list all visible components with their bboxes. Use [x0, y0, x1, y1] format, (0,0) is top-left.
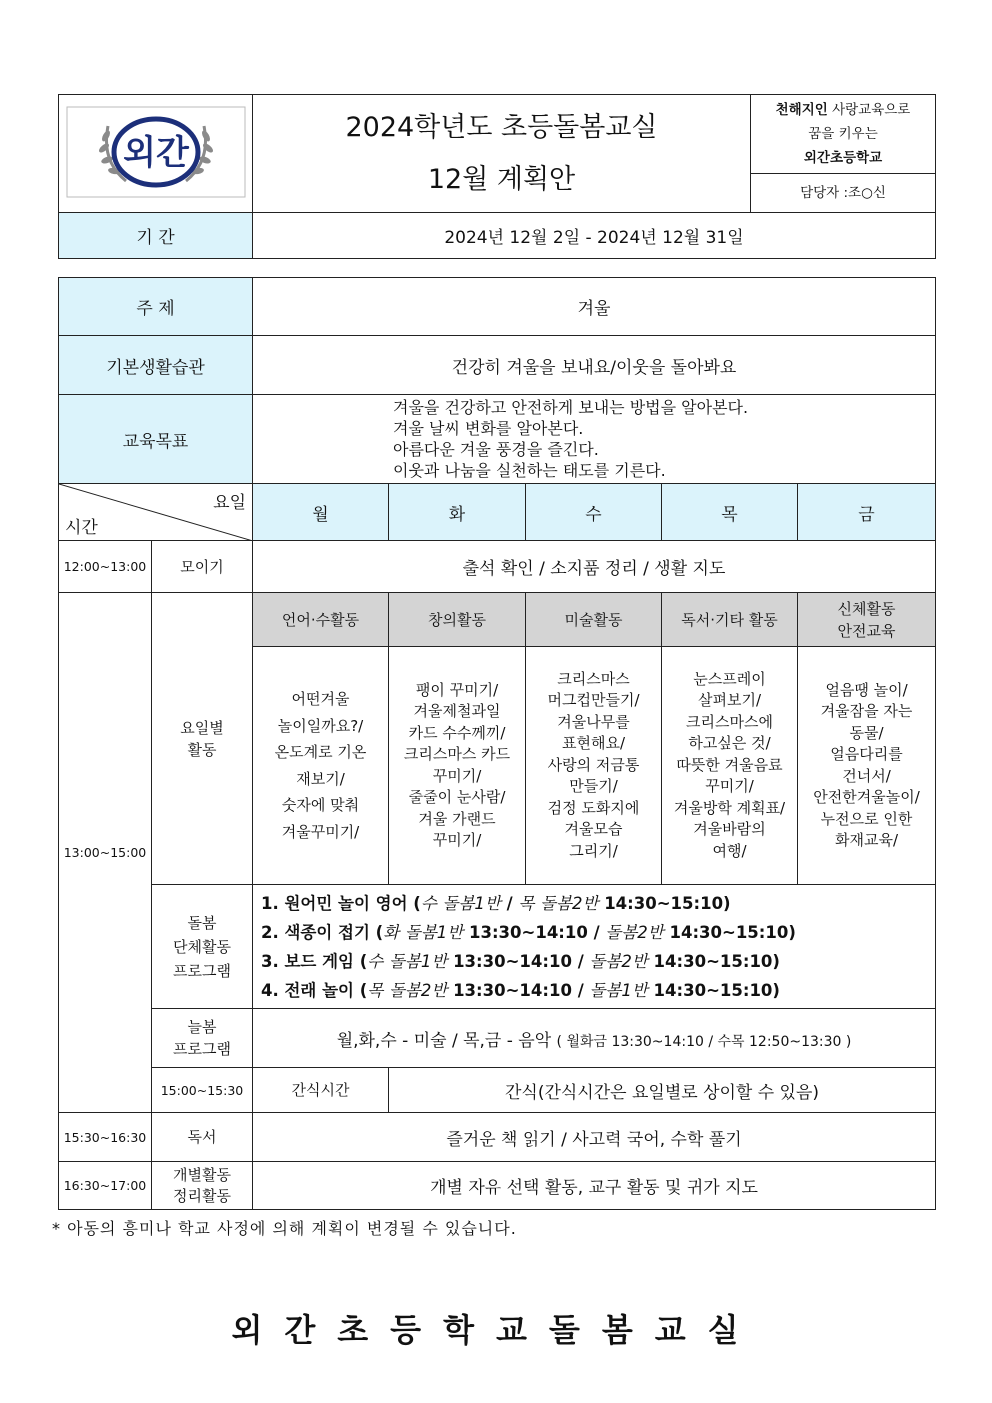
care-program-item: 2. 색종이 접기 (화 돌봄1반 13:30~14:10 / 돌봄2반 14:30~15:10) — [261, 922, 796, 942]
school-slogan — [751, 95, 936, 174]
time-cell: 13:00~15:00 — [59, 593, 152, 1113]
slogan-bold: 천해지인 — [775, 102, 828, 118]
habit-value: 건강히 겨울을 보내요/이웃을 돌아봐요 — [253, 336, 936, 395]
category-header: 창의활동 — [389, 593, 526, 647]
care-program-item: 4. 전래 놀이 (목 돌봄2반 13:30~14:10 / 돌봄1반 14:30~15:10) — [261, 980, 780, 1000]
activity-cell: 크리스마스 머그컵만들기/ 겨울나무를 표현해요/ 사랑의 저금통 만들기/ 검정 도화지에 겨울모습 그리기/ — [526, 647, 662, 885]
day-header: 수 — [526, 484, 662, 541]
period-value: 2024년 12월 2일 - 2024년 12월 31일 — [253, 213, 936, 259]
corner-day: 요일 — [213, 493, 246, 513]
category-header: 독서·기타 활동 — [662, 593, 798, 647]
row-label: 모이기 — [152, 541, 253, 593]
goal-item: 겨울을 건강하고 안전하게 보내는 방법을 알아본다. — [393, 398, 749, 417]
period-label: 기 간 — [59, 213, 253, 259]
day-header: 화 — [389, 484, 526, 541]
neulbom-schedule: 월,화,수 - 미술 / 목,금 - 음악 — [336, 1030, 552, 1051]
category-header: 언어·수활동 — [253, 593, 389, 647]
neulbom-value — [253, 1009, 936, 1068]
day-header: 금 — [798, 484, 936, 541]
row-label: 늘봄 프로그램 — [152, 1009, 253, 1068]
individual-value: 개별 자유 선택 활동, 교구 활동 및 귀가 지도 — [253, 1162, 936, 1210]
corner-time: 시간 — [65, 518, 98, 538]
slogan-rest: 사랑교육으로 — [827, 102, 911, 118]
school-name: 외간초등학교 — [803, 150, 883, 166]
school-emblem-icon — [66, 106, 246, 198]
page-title — [253, 95, 751, 213]
row-label: 독서 — [152, 1113, 253, 1162]
title-line-1: 2024학년도 초등돌봄교실 — [345, 111, 658, 143]
care-program-item: 3. 보드 게임 (수 돌봄1반 13:30~14:10 / 돌봄2반 14:30~15:10) — [261, 951, 780, 971]
footnote: * 아동의 흥미나 학교 사정에 의해 계획이 변경될 수 있습니다. — [52, 1219, 517, 1238]
goal-item: 겨울 날씨 변화를 알아본다. — [393, 419, 584, 438]
title-line-2: 12월 계획안 — [427, 163, 576, 195]
school-logo — [59, 95, 253, 213]
care-program-item: 1. 원어민 놀이 영어 (수 돌봄1반 / 목 돌봄2반 14:30~15:10) — [261, 893, 731, 913]
activity-cell: 팽이 꾸미기/ 겨울제철과일 카드 수수께끼/ 크리스마스 카드 꾸미기/ 줄줄이 눈사람/ 겨울 가랜드 꾸미기/ — [389, 647, 526, 885]
slogan-line-2: 꿈을 키우는 — [808, 126, 878, 142]
goal-item: 아름다운 겨울 풍경을 즐긴다. — [393, 440, 599, 459]
row-label: 간식시간 — [253, 1068, 389, 1113]
row-label: 개별활동 정리활동 — [152, 1162, 253, 1210]
time-cell: 12:00~13:00 — [59, 541, 152, 593]
activity-cell: 눈스프레이 살펴보기/ 크리스마스에 하고싶은 것/ 따뜻한 겨울음료 꾸미기/ 겨울방학 계획표/ 겨울바람의 여행/ — [662, 647, 798, 885]
goals-list — [253, 395, 936, 484]
footer-title: 외간초등학교돌봄교실 — [231, 1311, 761, 1349]
schedule-table — [58, 277, 936, 1210]
svg-text:외간: 외간 — [122, 132, 189, 173]
reading-value: 즐거운 책 읽기 / 사고력 국어, 수학 풀기 — [253, 1113, 936, 1162]
day-header: 목 — [662, 484, 798, 541]
gathering-value: 출석 확인 / 소지품 정리 / 생활 지도 — [253, 541, 936, 593]
time-cell: 15:00~15:30 — [152, 1068, 253, 1113]
day-header: 월 — [253, 484, 389, 541]
category-header: 신체활동 안전교육 — [798, 593, 936, 647]
activity-cell: 얼음땡 놀이/ 겨울잠을 자는 동물/ 얼음다리를 건너서/ 안전한겨울놀이/ 누전으로 인한 화재교육/ — [798, 647, 936, 885]
neulbom-time: ( 월화금 13:30~14:10 / 수목 12:50~13:30 ) — [556, 1033, 852, 1050]
theme-value: 겨울 — [253, 278, 936, 336]
care-program-list — [253, 885, 936, 1009]
row-label: 요일별 활동 — [152, 593, 253, 885]
habit-label: 기본생활습관 — [59, 336, 253, 395]
category-header: 미술활동 — [526, 593, 662, 647]
header-table — [58, 94, 936, 259]
theme-label: 주 제 — [59, 278, 253, 336]
corner-header — [59, 484, 253, 541]
snack-value: 간식(간식시간은 요일별로 상이할 수 있음) — [389, 1068, 936, 1113]
time-cell: 15:30~16:30 — [59, 1113, 152, 1162]
activity-cell: 어떤겨울 놀이일까요?/ 온도계로 기온 재보기/ 숫자에 맞춰 겨울꾸미기/ — [253, 647, 389, 885]
time-cell: 16:30~17:00 — [59, 1162, 152, 1210]
goal-item: 이웃과 나눔을 실천하는 태도를 기른다. — [393, 461, 666, 480]
manager-name: 담당자 :조○신 — [751, 174, 936, 213]
row-label: 돌봄 단체활동 프로그램 — [152, 885, 253, 1009]
goals-label: 교육목표 — [59, 395, 253, 484]
